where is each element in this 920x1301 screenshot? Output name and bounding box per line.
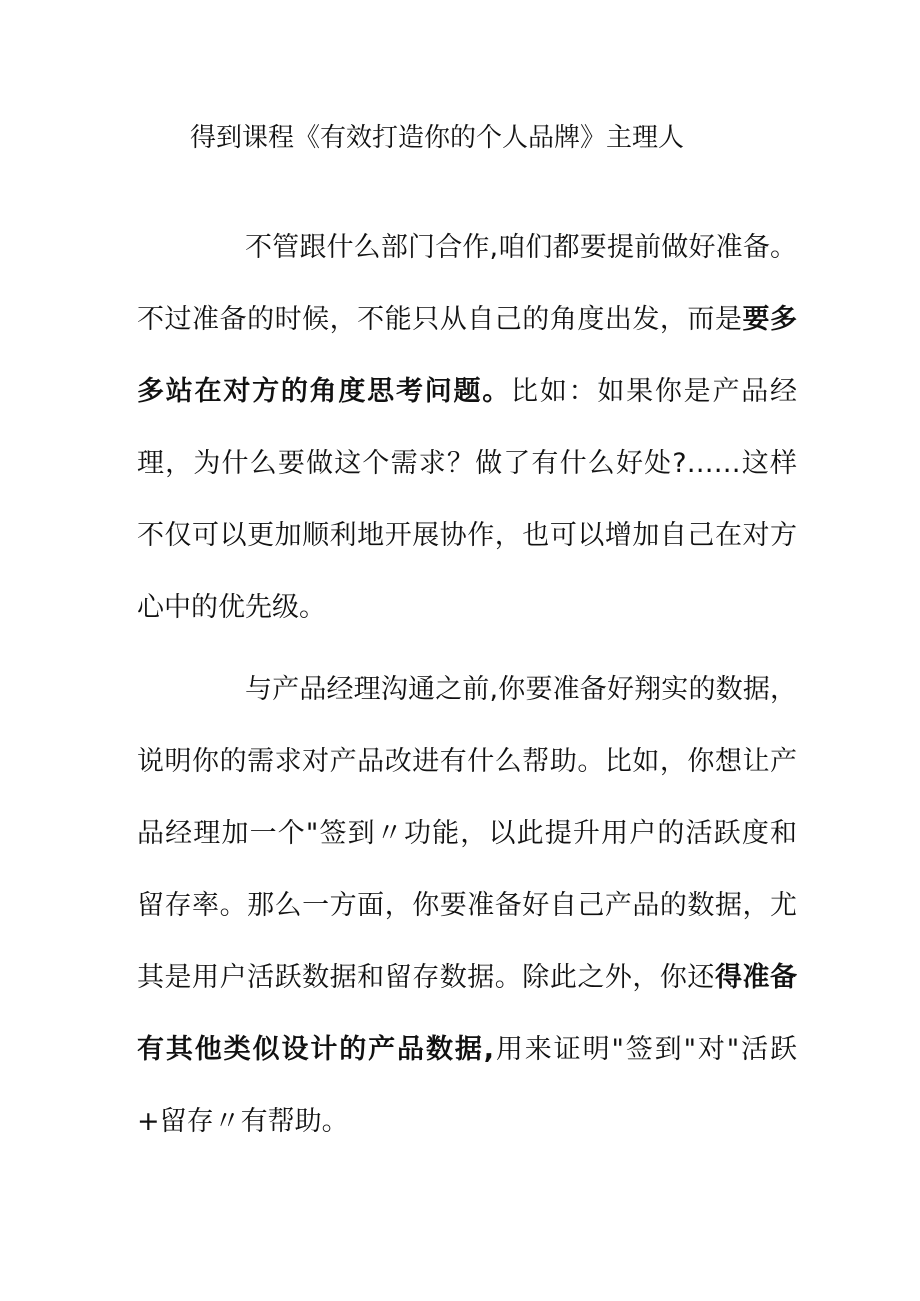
paragraph-2: [137, 654, 797, 1158]
paragraph-1-bold-phrase: 要多多站在对方的角度思考问题。: [137, 304, 798, 407]
paragraph-2-text-a: 与产品经理沟通之前,你要准备好翔实的数据，说明你的需求对产品改进有什么帮助。比如，你想让产品经理加一个"签到〃功能，以此提升用户的活跃度和留存率。那么一方面，你要准备好自己产品的数据，尤其是用户活跃数据和留存数据。除此之外，你还: [137, 674, 797, 993]
paragraph-2-bold-phrase: 得准备有其他类似设计的产品数据,: [137, 962, 798, 1065]
paragraph-1-text-b: 比如：如果你是产品经理，为什么要做这个需求？做了有什么好处?……这样不仅可以更加顺利地开展协作，也可以增加自己在对方心中的优先级。: [137, 376, 798, 623]
paragraph-1-text-a: 不管跟什么部门合作,咱们都要提前做好准备。不过准备的时候，不能只从自己的角度出发，而是: [137, 232, 797, 335]
document-title: 得到课程《有效打造你的个人品牌》主理人: [190, 123, 685, 153]
paragraph-1: [137, 212, 797, 644]
paragraph-2-text-b: 用来证明"签到"对"活跃+留存〃有帮助。: [137, 1034, 797, 1137]
